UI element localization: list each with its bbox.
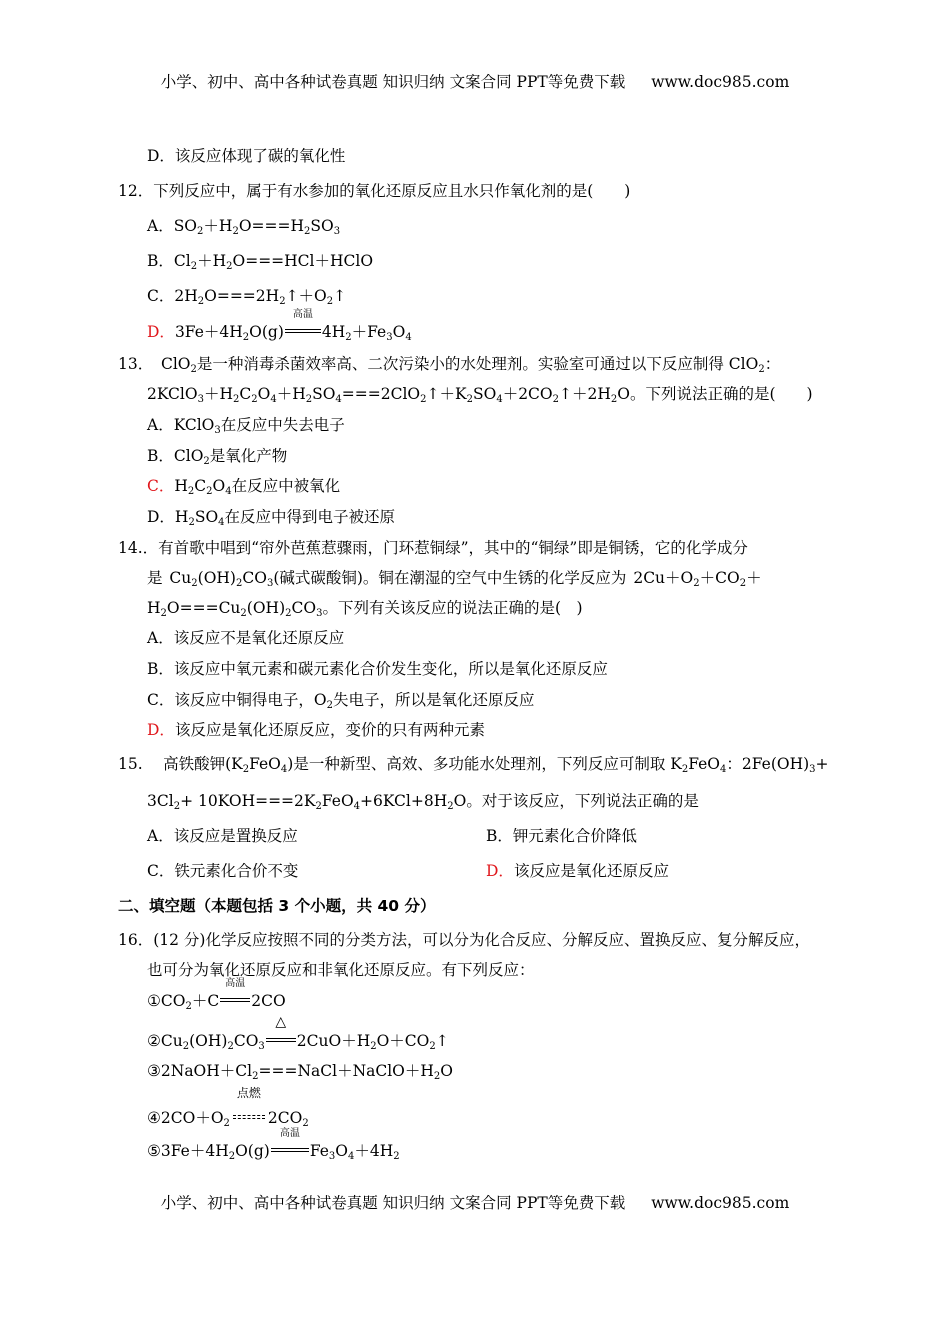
q16-reaction-2: $②Cu_2(OH)_2CO_3$ △ $2CuO+H_2O+CO_2↑$	[147, 1014, 449, 1052]
q13-stem-line1: 13． ClO$_2$是一种消毒杀菌效率高、二次污染小的水处理剂。实验室可通过以下反应制得 ClO$_2$：	[118, 355, 781, 375]
q15-stem-line1: 15. 高铁酸钾$(K_2FeO_4)$是一种新型、高效、多功能水处理剂，下列反应可制取 $K_2FeO_4$：$2Fe(OH)_3+$	[118, 755, 829, 775]
q13-option-d: D．$H_2SO_4$在反应中得到电子被还原	[147, 508, 396, 528]
q12-option-c: C．$2H_2O===2H_2↑+O_2↑$	[147, 287, 347, 307]
q15-stem-line2: $3Cl_2+ 10KOH===2K_2FeO_4+6KCl+8H_2O$。对于该反应，下列说法正确的是	[147, 792, 699, 812]
q15-option-b: B．钾元素化合价降低	[486, 827, 637, 845]
section-title: 二、填空题（本题包括 3 个小题，共 40 分）	[118, 897, 436, 915]
q14-option-c: C．该反应中铜得电子，$O_2$失电子，所以是氧化还原反应	[147, 691, 535, 711]
header-site: www.doc985.com	[651, 73, 790, 91]
q16-stem-line2: 也可分为氧化还原反应和非氧化还原反应。有下列反应：	[147, 961, 535, 979]
q16-stem-line1: 16．(12 分)化学反应按照不同的分类方法，可以分为化合反应、分解反应、置换反应、复分解反应，	[118, 931, 810, 949]
q14-option-a: A．该反应不是氧化还原反应	[147, 629, 345, 647]
q14-stem-line2: 是 $Cu_2(OH)_2CO_3$(碱式碳酸铜)。铜在潮湿的空气中生锈的化学反应为 $2Cu+O_2+CO_2+$	[147, 569, 762, 589]
answer-mark: D．	[147, 721, 175, 739]
q12-stem: 12．下列反应中，属于有水参加的氧化还原反应且水只作氧化剂的是( )	[118, 182, 631, 200]
q16-reaction-1: $①CO_2+C$ 高温 2CO	[147, 978, 286, 1012]
q14-option-d: D．该反应是氧化还原反应，变价的只有两种元素	[147, 721, 485, 739]
q12-option-b: B．$Cl_2+H_2O===HCl+HClO$	[147, 252, 374, 272]
q12-option-d: D．$3Fe+4H_2O(g)$ 高温 $4H_2+Fe_3O_4$	[147, 309, 412, 343]
answer-mark: D．	[486, 862, 514, 880]
q14-stem-line3: $H_2O===Cu_2(OH)_2CO_3$。下列有关该反应的说法正确的是( )	[147, 599, 583, 619]
q15-option-c: C．铁元素化合价不变	[147, 862, 299, 880]
q14-stem-line1: 14.．有首歌中唱到“帘外芭蕉惹骤雨，门环惹铜绿”，其中的“铜绿”即是铜锈，它的化学成分	[118, 539, 748, 557]
q15-option-a: A．该反应是置换反应	[147, 827, 298, 845]
q16-reaction-4: $④2CO+O_2$ 点燃 $2CO_2$	[147, 1086, 309, 1129]
footer-site: www.doc985.com	[651, 1194, 790, 1212]
page-header	[0, 70, 950, 92]
answer-mark: C．	[147, 477, 175, 495]
answer-mark: D．	[147, 323, 175, 341]
page-footer	[0, 1191, 950, 1213]
q14-option-b: B．该反应中氧元素和碳元素化合价发生变化，所以是氧化还原反应	[147, 660, 608, 678]
header-text: 小学、初中、高中各种试卷真题 知识归纳 文案合同 PPT等免费下载	[160, 73, 626, 91]
q13-option-c: C．$H_2C_2O_4$在反应中被氧化	[147, 477, 341, 497]
q16-reaction-3: $③2NaOH+Cl_2===NaCl+NaClO+H_2O$	[147, 1062, 454, 1082]
q13-stem-line2: $2KClO_3+H_2C_2O_4+H_2SO_4===2ClO_2↑+K_2SO_4+2CO_2↑+2H_2O$。下列说法正确的是( )	[147, 385, 813, 405]
q11-option-d: D．该反应体现了碳的氧化性	[147, 147, 346, 165]
q16-reaction-5: $⑤3Fe+4H_2O(g)$ 高温 $Fe_3O_4+4H_2$	[147, 1128, 400, 1162]
q12-option-a: A．$SO_2+H_2O===H_2SO_3$	[147, 217, 341, 237]
footer-text: 小学、初中、高中各种试卷真题 知识归纳 文案合同 PPT等免费下载	[160, 1194, 626, 1212]
q15-option-d: D．该反应是氧化还原反应	[486, 862, 669, 880]
q13-option-a: A．KClO$_3$在反应中失去电子	[147, 416, 345, 436]
q13-option-b: B．ClO$_2$是氧化产物	[147, 447, 288, 467]
